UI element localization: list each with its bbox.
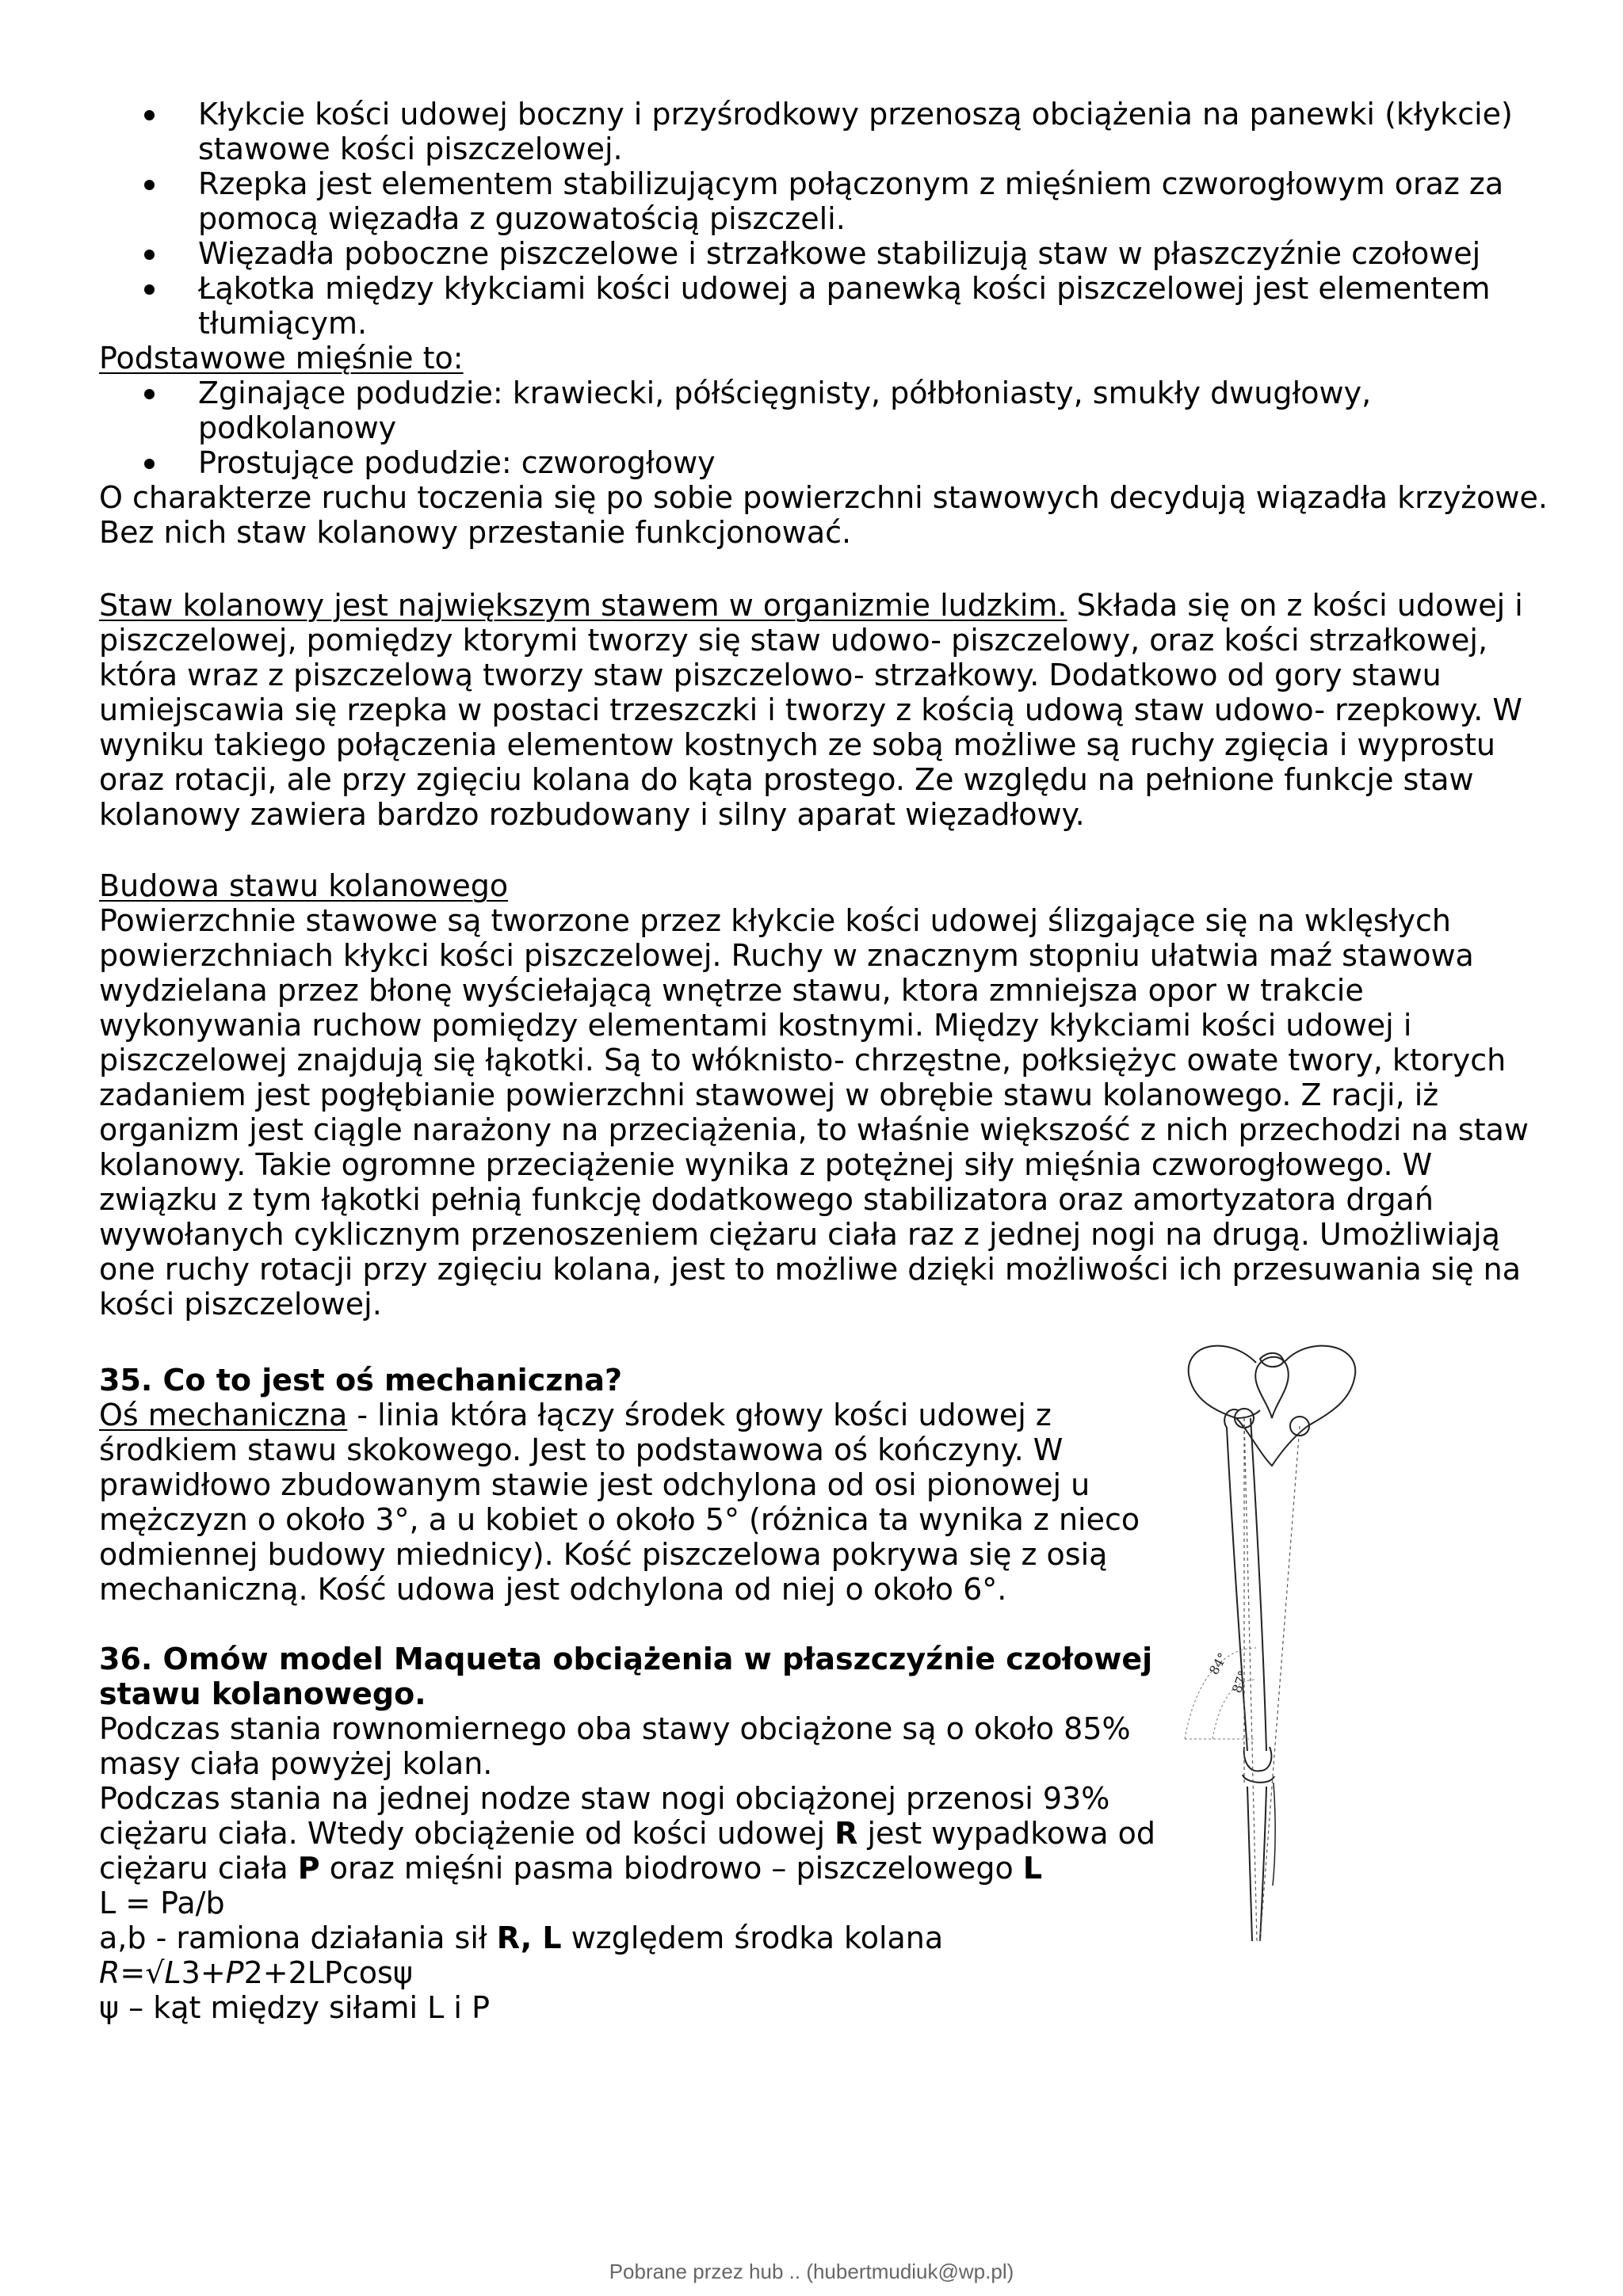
question-35 [99,1363,1161,1607]
q35-term: Oś mechaniczna [99,1398,348,1432]
list-item: Kłykcie kości udowej boczny i przyśrodkowy przenoszą obciążenia na panewki (kłykcie) stawowe kości piszczelowej. [99,97,1549,166]
muscles-list [99,376,1549,480]
intro-bullet-list [99,97,1549,341]
muscles-section [99,341,1549,550]
list-item: Łąkotka między kłykciami kości udowej a panewką kości piszczelowej jest elementem tłumiącym. [99,271,1549,341]
knee-paragraph [99,588,1549,832]
q36-eq4: ψ – kąt między siłami L i P [99,1990,490,2025]
q35-body: - linia która łączy środek głowy kości udowej z środkiem stawu skokowego. Jest to podstawowa oś kończyny. W prawidłowo zbudowanym stawie jest odchylona od osi pionowej u mężczyzn o około 3°, a u kobiet o około 5° (różnica ta wynika z nieco odmiennej budowy miednicy). Kość piszczelowa pokrywa się z osią mechaniczną. Kość udowa jest odchylona od niej o około 6°. [99,1398,1140,1607]
angle-label-84: 84° [1206,1650,1231,1677]
muscles-note: O charakterze ruchu toczenia się po sobie powierzchni stawowych decydują wiązadła krzyżowe. Bez nich staw kolanowy przestanie funkcjonować. [99,480,1548,550]
leg-axis-illustration [1181,1339,1371,1949]
q36-p2: Podczas stania na jednej nodze staw nogi obciążonej przenosi 93% ciężaru ciała. Wtedy obciążenie od kości udowej R jest wypadkowa od ciężaru ciała P oraz mięśni pasma biodrowo – piszczelowego L [99,1781,1155,1886]
structure-text: Powierzchnie stawowe są tworzone przez kłykcie kości udowej ślizgające się na wklęsłych powierzchniach kłykci kości piszczelowej. Ruchy w znacznym stopniu ułatwia maź stawowa wydzielana przez błonę wyściełającą wnętrze stawu, ktora zmniejsza opor w trakcie wykonywania ruchow pomiędzy elementami kostnymi. Między kłykciami kości udowej i piszczelowej znajdują się łąkotki. Są to włóknisto- chrzęstne, połksiężyc owate twory, ktorych zadaniem jest pogłębianie powierzchni stawowej w obrębie stawu kolanowego. Z racji, iż organizm jest ciągle narażony na przeciążenia, to właśnie większość z nich przechodzi na staw kolanowy. Takie ogromne przeciążenie wynika z potężnej siły mięśnia czworogłowego. W związku z tym łąkotki pełnią funkcję dodatkowego stabilizatora oraz amortyzatora drgań wywołanych cyklicznym przenoszeniem ciężaru ciała raz z jednej nogi na drugą. Umożliwiają one ruchy rotacji przy zgięciu kolana, jest to możliwe dzięki możliwości ich przesuwania się na kości piszczelowej. [99,903,1529,1322]
list-item: Więzadła poboczne piszczelowe i strzałkowe stabilizują staw w płaszczyźnie czołowej [99,236,1549,271]
list-item: Prostujące podudzie: czworogłowy [99,445,1549,480]
knee-text: Składa się on z kości udowej i piszczelowej, pomiędzy ktorymi tworzy się staw udowo- piszczelowy, oraz kości strzałkowej, która wraz z piszczelową tworzy staw piszczelowo- strzałkowy. Dodatkowo od gory stawu umiejscawia się rzepka w postaci trzeszczki i tworzy z kością udową staw udowo- rzepkowy. W wyniku takiego połączenia elementow kostnych ze sobą możliwe są ruchy zgięcia i wyprostu oraz rotacji, ale przy zgięciu kolana do kąta prostego. Ze względu na pełnione funkcje staw kolanowy zawiera bardzo rozbudowany i silny aparat więzadłowy. [99,588,1523,832]
angle-label-87: 87° [1228,1669,1251,1695]
structure-section [99,868,1549,1322]
q36-eq2: a,b - ramiona działania sił R, L względem środka kolana [99,1920,944,1955]
q36-title: 36. Omów model Maqueta obciążenia w płaszczyźnie czołowej stawu kolanowego. [99,1642,1153,1711]
q36-eq1: L = Pa/b [99,1886,225,1920]
list-item: Rzepka jest elementem stabilizującym połączonym z mięśniem czworogłowym oraz za pomocą więzadła z guzowatością piszczeli. [99,166,1549,236]
knee-lead: Staw kolanowy jest największym stawem w organizmie ludzkim. [99,588,1067,623]
tibia-drawing [1243,1775,1275,1941]
list-item: Zginające podudzie: krawiecki, półścięgnisty, półbłoniasty, smukły dwugłowy, podkolanowy [99,376,1549,445]
q36-p1: Podczas stania rownomiernego oba stawy obciążone są o około 85% masy ciała powyżej kolan. [99,1711,1131,1781]
page-footer: Pobrane przez hub .. (hubertmudiuk@wp.pl) [609,2260,1014,2283]
q35-text [99,1398,1161,1607]
muscles-heading: Podstawowe mięśnie to: [99,341,464,376]
q36-eq3: R=√L3+P2+2LPcosψ [99,1955,413,1990]
q35-title: 35. Co to jest oś mechaniczna? [99,1363,623,1398]
question-36 [99,1642,1161,2025]
pelvis-drawing [1189,1346,1356,1466]
structure-heading: Budowa stawu kolanowego [99,868,509,903]
